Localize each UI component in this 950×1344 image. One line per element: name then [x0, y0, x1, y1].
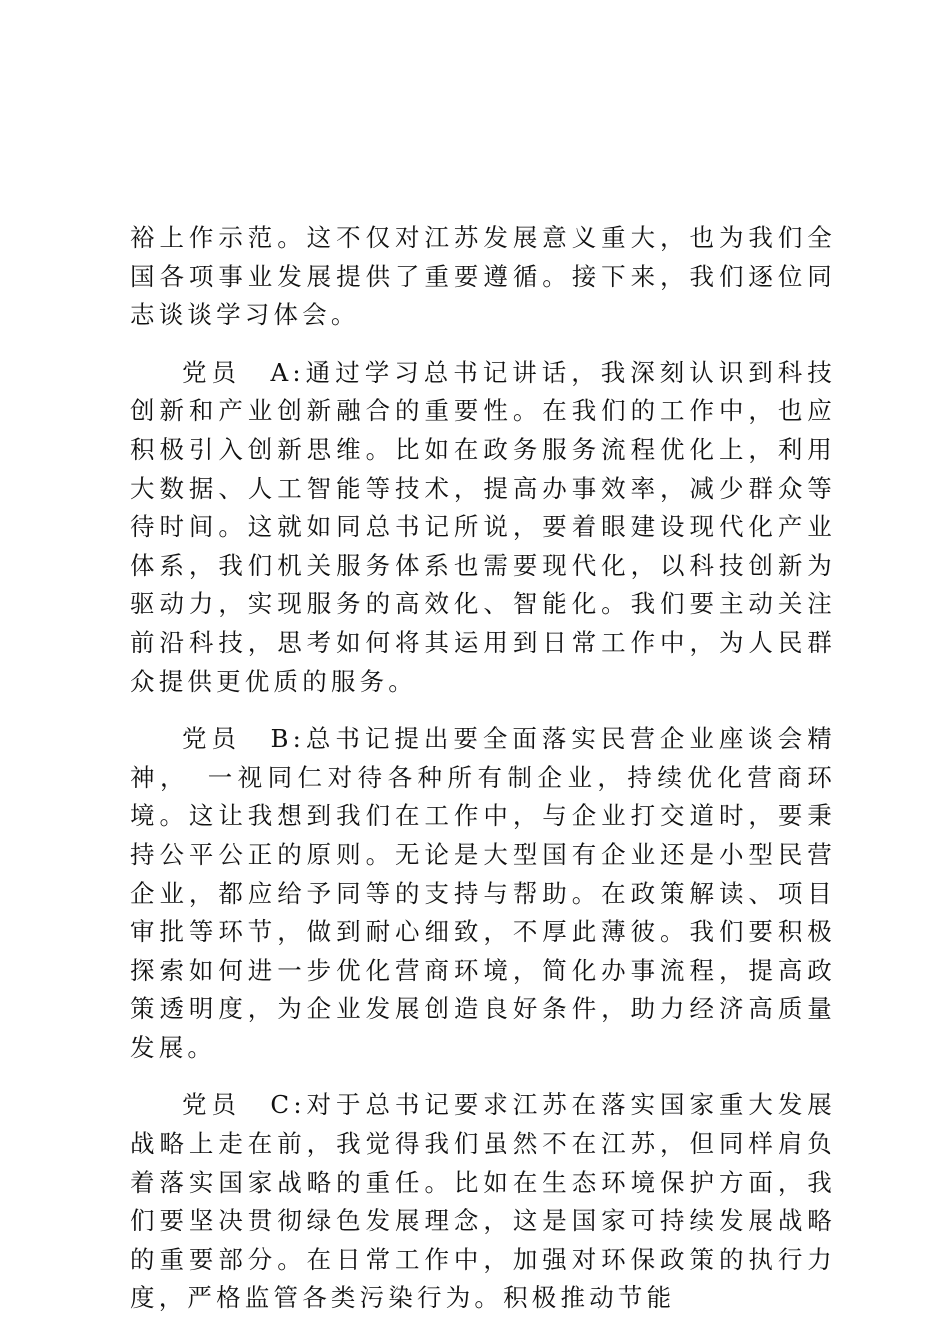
paragraph-member-b: [130, 720, 836, 1067]
speaker-label: 党员 A:: [182, 357, 305, 387]
speaker-label: 党员 C:: [182, 1090, 306, 1120]
paragraph-text: 通过学习总书记讲话，我深刻认识到科技创新和产业创新融合的重要性。在我们的工作中，也应积极引入创新思维。比如在政务服务流程优化上，利用大数据、人工智能等技术，提高办事效率，减少群众等待时间。这就如同总书记所说，要着眼建设现代化产业体系，我们机关服务体系也需要现代化，以科技创新为驱动力，实现服务的高效化、智能化。我们要主动关注前沿科技，思考如何将其运用到日常工作中，为人民群众提供更优质的服务。: [130, 357, 836, 696]
paragraph-text: 总书记提出要全面落实民营企业座谈会精神， 一视同仁对待各种所有制企业，持续优化营商环境。这让我想到我们在工作中，与企业打交道时，要秉持公平公正的原则。无论是大型国有企业还是小型民营企业，都应给予同等的支持与帮助。在政策解读、项目审批等环节，做到耐心细致，不厚此薄彼。我们要积极探索如何进一步优化营商环境，简化办事流程，提高政策透明度，为企业发展创造良好条件，助力经济高质量发展。: [130, 724, 836, 1062]
paragraph-continuation: [130, 219, 836, 335]
body-text: [130, 219, 836, 1318]
paragraph-text: 裕上作示范。这不仅对江苏发展意义重大，也为我们全国各项事业发展提供了重要遵循。接下来，我们逐位同志谈谈学习体会。: [130, 223, 836, 330]
paragraph-text: 对于总书记要求江苏在落实国家重大发展战略上走在前，我觉得我们虽然不在江苏，但同样肩负着落实国家战略的重任。比如在生态环境保护方面，我们要坚决贯彻绿色发展理念，这是国家可持续发展战略的重要部分。在日常工作中，加强对环保政策的执行力度，严格监管各类污染行为。积极推动节能: [130, 1090, 836, 1313]
speaker-label: 党员 B:: [182, 724, 306, 754]
paragraph-member-a: [130, 354, 836, 701]
paragraph-member-c: [130, 1086, 836, 1318]
